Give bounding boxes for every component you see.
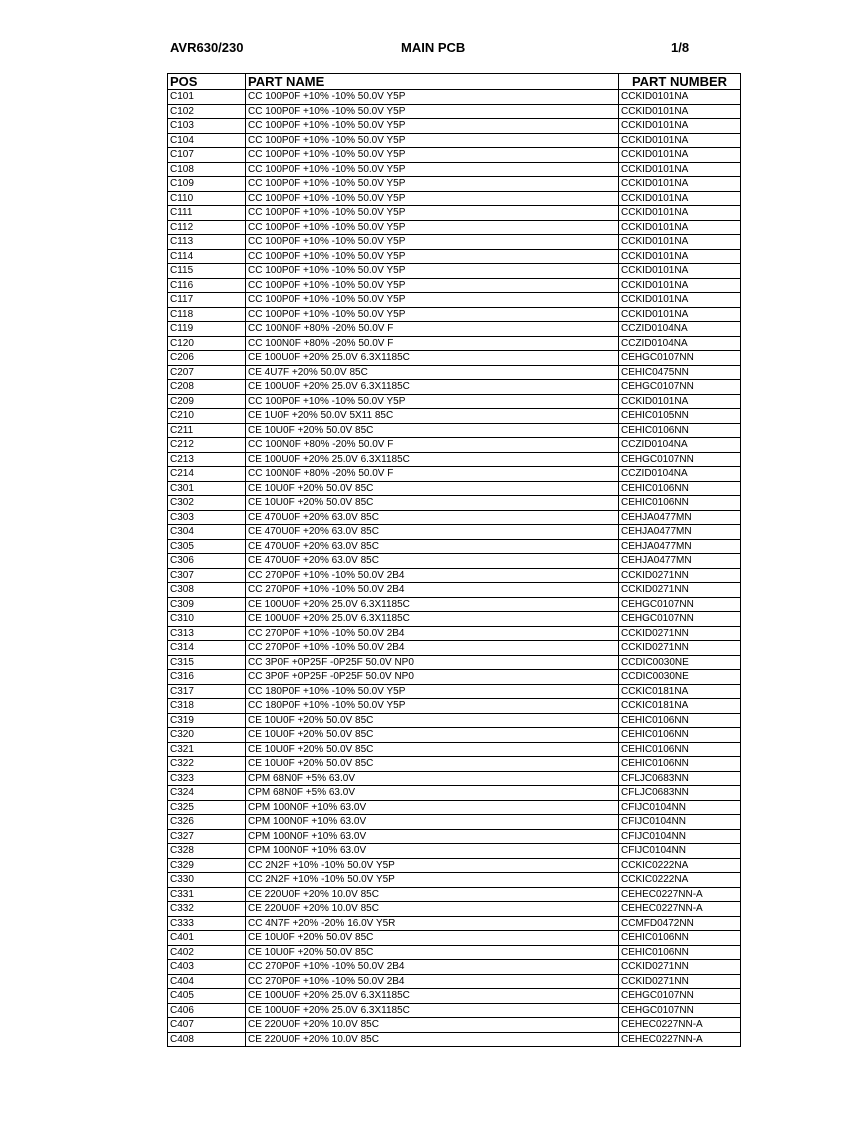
table-row [168, 742, 741, 757]
cell-part-name: CC 270P0F +10% -10% 50.0V 2B4 [246, 626, 619, 641]
cell-part-name: CC 100P0F +10% -10% 50.0V Y5P [246, 162, 619, 177]
cell-part-name: CC 3P0F +0P25F -0P25F 50.0V NP0 [246, 655, 619, 670]
cell-part-name: CC 100P0F +10% -10% 50.0V Y5P [246, 206, 619, 221]
table-row [168, 800, 741, 815]
table-row [168, 641, 741, 656]
table-row [168, 902, 741, 917]
cell-part-number: CCKIC0181NA [619, 684, 741, 699]
table-row [168, 786, 741, 801]
cell-part-name: CC 100P0F +10% -10% 50.0V Y5P [246, 177, 619, 192]
table-row [168, 380, 741, 395]
cell-pos: C113 [168, 235, 246, 250]
parts-list-table [167, 73, 741, 1047]
cell-pos: C406 [168, 1003, 246, 1018]
table-row [168, 989, 741, 1004]
table-row [168, 496, 741, 511]
cell-pos: C302 [168, 496, 246, 511]
table-row [168, 670, 741, 685]
table-row [168, 771, 741, 786]
table-row [168, 931, 741, 946]
cell-part-name: CC 100P0F +10% -10% 50.0V Y5P [246, 307, 619, 322]
cell-part-name: CE 10U0F +20% 50.0V 85C [246, 757, 619, 772]
cell-pos: C307 [168, 568, 246, 583]
cell-part-number: CCKID0271NN [619, 974, 741, 989]
cell-pos: C408 [168, 1032, 246, 1047]
table-row [168, 336, 741, 351]
cell-pos: C321 [168, 742, 246, 757]
cell-pos: C331 [168, 887, 246, 902]
cell-part-name: CC 3P0F +0P25F -0P25F 50.0V NP0 [246, 670, 619, 685]
cell-part-name: CPM 100N0F +10% 63.0V [246, 800, 619, 815]
table-row [168, 713, 741, 728]
cell-pos: C116 [168, 278, 246, 293]
cell-pos: C119 [168, 322, 246, 337]
cell-part-number: CEHEC0227NN-A [619, 902, 741, 917]
table-row [168, 307, 741, 322]
column-header-part-number: PART NUMBER [619, 74, 741, 90]
cell-part-name: CPM 100N0F +10% 63.0V [246, 844, 619, 859]
table-row [168, 554, 741, 569]
table-row [168, 148, 741, 163]
cell-pos: C108 [168, 162, 246, 177]
cell-part-number: CCDIC0030NE [619, 670, 741, 685]
cell-part-number: CEHIC0106NN [619, 757, 741, 772]
table-row [168, 278, 741, 293]
cell-pos: C306 [168, 554, 246, 569]
cell-part-number: CEHEC0227NN-A [619, 1032, 741, 1047]
cell-pos: C308 [168, 583, 246, 598]
table-row [168, 467, 741, 482]
cell-part-number: CCKID0101NA [619, 293, 741, 308]
cell-part-number: CEHGC0107NN [619, 1003, 741, 1018]
cell-part-name: CE 10U0F +20% 50.0V 85C [246, 481, 619, 496]
cell-part-number: CCKID0271NN [619, 583, 741, 598]
cell-part-number: CCKID0101NA [619, 148, 741, 163]
cell-part-name: CE 470U0F +20% 63.0V 85C [246, 554, 619, 569]
cell-part-number: CCKID0101NA [619, 177, 741, 192]
cell-part-name: CC 100P0F +10% -10% 50.0V Y5P [246, 119, 619, 134]
document-title: MAIN PCB [401, 40, 466, 55]
cell-pos: C317 [168, 684, 246, 699]
cell-part-name: CC 100N0F +80% -20% 50.0V F [246, 467, 619, 482]
cell-part-number: CEHIC0106NN [619, 423, 741, 438]
cell-part-number: CCKID0271NN [619, 960, 741, 975]
cell-pos: C206 [168, 351, 246, 366]
cell-pos: C318 [168, 699, 246, 714]
cell-pos: C319 [168, 713, 246, 728]
cell-part-number: CEHGC0107NN [619, 597, 741, 612]
cell-pos: C407 [168, 1018, 246, 1033]
cell-pos: C104 [168, 133, 246, 148]
cell-part-name: CC 100N0F +80% -20% 50.0V F [246, 322, 619, 337]
cell-pos: C114 [168, 249, 246, 264]
cell-part-number: CCKID0101NA [619, 394, 741, 409]
cell-pos: C323 [168, 771, 246, 786]
cell-part-number: CEHGC0107NN [619, 612, 741, 627]
cell-part-name: CC 270P0F +10% -10% 50.0V 2B4 [246, 568, 619, 583]
cell-part-name: CE 10U0F +20% 50.0V 85C [246, 423, 619, 438]
cell-part-number: CEHGC0107NN [619, 351, 741, 366]
cell-part-number: CCDIC0030NE [619, 655, 741, 670]
table-row [168, 119, 741, 134]
table-row [168, 844, 741, 859]
cell-pos: C102 [168, 104, 246, 119]
table-row [168, 162, 741, 177]
cell-part-number: CFLJC0683NN [619, 771, 741, 786]
cell-pos: C315 [168, 655, 246, 670]
cell-part-number: CCKID0101NA [619, 90, 741, 105]
cell-part-number: CFIJC0104NN [619, 829, 741, 844]
cell-part-number: CCKID0101NA [619, 278, 741, 293]
cell-part-number: CCZID0104NA [619, 438, 741, 453]
column-header-pos: POS [168, 74, 246, 90]
cell-pos: C405 [168, 989, 246, 1004]
cell-pos: C301 [168, 481, 246, 496]
table-row [168, 104, 741, 119]
cell-part-number: CCKID0101NA [619, 206, 741, 221]
cell-part-number: CFIJC0104NN [619, 800, 741, 815]
page-number: 1/8 [671, 40, 690, 55]
cell-part-number: CCKID0101NA [619, 133, 741, 148]
table-row [168, 322, 741, 337]
cell-part-number: CEHJA0477MN [619, 510, 741, 525]
cell-pos: C309 [168, 597, 246, 612]
cell-pos: C111 [168, 206, 246, 221]
cell-part-name: CC 180P0F +10% -10% 50.0V Y5P [246, 684, 619, 699]
cell-part-number: CCMFD0472NN [619, 916, 741, 931]
cell-pos: C316 [168, 670, 246, 685]
cell-pos: C325 [168, 800, 246, 815]
cell-pos: C208 [168, 380, 246, 395]
table-header-row [168, 74, 741, 90]
cell-part-number: CCKID0271NN [619, 568, 741, 583]
cell-part-number: CCKID0101NA [619, 162, 741, 177]
cell-part-number: CFIJC0104NN [619, 815, 741, 830]
cell-part-name: CE 220U0F +20% 10.0V 85C [246, 887, 619, 902]
cell-pos: C326 [168, 815, 246, 830]
table-row [168, 699, 741, 714]
cell-part-name: CE 100U0F +20% 25.0V 6.3X1185C [246, 452, 619, 467]
cell-pos: C324 [168, 786, 246, 801]
cell-pos: C110 [168, 191, 246, 206]
cell-part-number: CEHEC0227NN-A [619, 887, 741, 902]
cell-part-name: CC 2N2F +10% -10% 50.0V Y5P [246, 858, 619, 873]
table-row [168, 1003, 741, 1018]
cell-part-number: CEHGC0107NN [619, 989, 741, 1004]
cell-part-name: CC 100P0F +10% -10% 50.0V Y5P [246, 249, 619, 264]
cell-part-number: CEHIC0106NN [619, 931, 741, 946]
table-row [168, 293, 741, 308]
cell-part-name: CC 100N0F +80% -20% 50.0V F [246, 438, 619, 453]
cell-part-name: CC 270P0F +10% -10% 50.0V 2B4 [246, 974, 619, 989]
table-row [168, 728, 741, 743]
cell-pos: C327 [168, 829, 246, 844]
table-row [168, 133, 741, 148]
cell-part-name: CE 4U7F +20% 50.0V 85C [246, 365, 619, 380]
cell-part-name: CE 100U0F +20% 25.0V 6.3X1185C [246, 380, 619, 395]
cell-part-name: CE 220U0F +20% 10.0V 85C [246, 902, 619, 917]
cell-pos: C310 [168, 612, 246, 627]
cell-pos: C115 [168, 264, 246, 279]
cell-part-number: CEHIC0106NN [619, 481, 741, 496]
table-row [168, 539, 741, 554]
cell-part-number: CCZID0104NA [619, 336, 741, 351]
cell-part-number: CEHEC0227NN-A [619, 1018, 741, 1033]
table-row [168, 1018, 741, 1033]
cell-pos: C322 [168, 757, 246, 772]
table-row [168, 815, 741, 830]
cell-part-number: CEHJA0477MN [619, 525, 741, 540]
parts-table-body [168, 90, 741, 1047]
cell-part-name: CPM 68N0F +5% 63.0V [246, 771, 619, 786]
cell-part-name: CC 180P0F +10% -10% 50.0V Y5P [246, 699, 619, 714]
table-row [168, 583, 741, 598]
cell-part-name: CE 220U0F +20% 10.0V 85C [246, 1032, 619, 1047]
table-row [168, 409, 741, 424]
cell-pos: C212 [168, 438, 246, 453]
table-row [168, 235, 741, 250]
cell-part-number: CEHIC0475NN [619, 365, 741, 380]
cell-part-name: CE 10U0F +20% 50.0V 85C [246, 931, 619, 946]
table-row [168, 525, 741, 540]
table-row [168, 974, 741, 989]
cell-part-name: CC 100P0F +10% -10% 50.0V Y5P [246, 90, 619, 105]
cell-pos: C404 [168, 974, 246, 989]
cell-part-number: CFLJC0683NN [619, 786, 741, 801]
cell-part-name: CE 100U0F +20% 25.0V 6.3X1185C [246, 612, 619, 627]
cell-part-name: CE 470U0F +20% 63.0V 85C [246, 510, 619, 525]
cell-part-name: CC 100P0F +10% -10% 50.0V Y5P [246, 220, 619, 235]
cell-part-name: CE 10U0F +20% 50.0V 85C [246, 713, 619, 728]
cell-part-number: CCKID0101NA [619, 264, 741, 279]
table-row [168, 684, 741, 699]
cell-pos: C213 [168, 452, 246, 467]
table-row [168, 916, 741, 931]
cell-pos: C103 [168, 119, 246, 134]
cell-pos: C207 [168, 365, 246, 380]
cell-part-number: CCKID0101NA [619, 249, 741, 264]
cell-part-name: CE 470U0F +20% 63.0V 85C [246, 525, 619, 540]
cell-part-name: CE 100U0F +20% 25.0V 6.3X1185C [246, 351, 619, 366]
cell-part-number: CCKID0101NA [619, 220, 741, 235]
cell-part-name: CE 10U0F +20% 50.0V 85C [246, 496, 619, 511]
cell-part-name: CC 100P0F +10% -10% 50.0V Y5P [246, 293, 619, 308]
cell-pos: C118 [168, 307, 246, 322]
cell-part-number: CCKID0271NN [619, 626, 741, 641]
cell-pos: C120 [168, 336, 246, 351]
cell-part-number: CEHJA0477MN [619, 539, 741, 554]
table-row [168, 351, 741, 366]
cell-part-number: CCZID0104NA [619, 467, 741, 482]
cell-part-name: CPM 100N0F +10% 63.0V [246, 829, 619, 844]
cell-pos: C304 [168, 525, 246, 540]
column-header-part-name: PART NAME [246, 74, 619, 90]
table-row [168, 365, 741, 380]
cell-pos: C101 [168, 90, 246, 105]
table-row [168, 264, 741, 279]
cell-pos: C109 [168, 177, 246, 192]
cell-part-number: CCKID0101NA [619, 191, 741, 206]
cell-pos: C403 [168, 960, 246, 975]
table-row [168, 597, 741, 612]
cell-part-name: CC 270P0F +10% -10% 50.0V 2B4 [246, 641, 619, 656]
cell-pos: C330 [168, 873, 246, 888]
cell-part-name: CC 100P0F +10% -10% 50.0V Y5P [246, 133, 619, 148]
cell-part-number: CEHIC0106NN [619, 742, 741, 757]
cell-part-name: CC 100N0F +80% -20% 50.0V F [246, 336, 619, 351]
cell-part-name: CE 100U0F +20% 25.0V 6.3X1185C [246, 989, 619, 1004]
cell-part-number: CEHJA0477MN [619, 554, 741, 569]
cell-part-name: CPM 100N0F +10% 63.0V [246, 815, 619, 830]
cell-part-name: CE 470U0F +20% 63.0V 85C [246, 539, 619, 554]
table-row [168, 612, 741, 627]
cell-part-number: CEHIC0106NN [619, 945, 741, 960]
cell-pos: C211 [168, 423, 246, 438]
cell-part-number: CCZID0104NA [619, 322, 741, 337]
cell-part-name: CC 270P0F +10% -10% 50.0V 2B4 [246, 583, 619, 598]
table-row [168, 960, 741, 975]
table-row [168, 423, 741, 438]
cell-pos: C401 [168, 931, 246, 946]
cell-part-name: CC 100P0F +10% -10% 50.0V Y5P [246, 235, 619, 250]
cell-part-name: CE 100U0F +20% 25.0V 6.3X1185C [246, 597, 619, 612]
cell-part-number: CCKIC0222NA [619, 858, 741, 873]
table-row [168, 177, 741, 192]
cell-part-name: CE 10U0F +20% 50.0V 85C [246, 728, 619, 743]
cell-pos: C305 [168, 539, 246, 554]
cell-pos: C303 [168, 510, 246, 525]
table-row [168, 452, 741, 467]
cell-pos: C333 [168, 916, 246, 931]
cell-part-name: CPM 68N0F +5% 63.0V [246, 786, 619, 801]
table-row [168, 887, 741, 902]
table-row [168, 945, 741, 960]
cell-part-number: CFIJC0104NN [619, 844, 741, 859]
cell-part-name: CC 100P0F +10% -10% 50.0V Y5P [246, 104, 619, 119]
cell-part-number: CEHIC0106NN [619, 713, 741, 728]
table-row [168, 90, 741, 105]
cell-part-name: CE 220U0F +20% 10.0V 85C [246, 1018, 619, 1033]
table-row [168, 626, 741, 641]
cell-part-number: CCKID0101NA [619, 235, 741, 250]
cell-pos: C402 [168, 945, 246, 960]
cell-pos: C320 [168, 728, 246, 743]
cell-part-name: CC 2N2F +10% -10% 50.0V Y5P [246, 873, 619, 888]
cell-part-number: CEHGC0107NN [619, 380, 741, 395]
cell-pos: C328 [168, 844, 246, 859]
table-row [168, 858, 741, 873]
table-row [168, 510, 741, 525]
cell-pos: C332 [168, 902, 246, 917]
cell-pos: C117 [168, 293, 246, 308]
cell-pos: C313 [168, 626, 246, 641]
cell-part-number: CEHIC0106NN [619, 496, 741, 511]
table-row [168, 438, 741, 453]
cell-part-name: CC 100P0F +10% -10% 50.0V Y5P [246, 394, 619, 409]
table-row [168, 394, 741, 409]
cell-pos: C107 [168, 148, 246, 163]
table-row [168, 873, 741, 888]
cell-part-name: CE 10U0F +20% 50.0V 85C [246, 742, 619, 757]
cell-part-name: CE 100U0F +20% 25.0V 6.3X1185C [246, 1003, 619, 1018]
cell-pos: C210 [168, 409, 246, 424]
cell-part-name: CC 270P0F +10% -10% 50.0V 2B4 [246, 960, 619, 975]
table-row [168, 655, 741, 670]
table-row [168, 220, 741, 235]
cell-part-name: CC 100P0F +10% -10% 50.0V Y5P [246, 278, 619, 293]
cell-pos: C209 [168, 394, 246, 409]
table-row [168, 249, 741, 264]
table-row [168, 191, 741, 206]
cell-part-number: CEHGC0107NN [619, 452, 741, 467]
cell-part-number: CEHIC0106NN [619, 728, 741, 743]
cell-pos: C214 [168, 467, 246, 482]
table-row [168, 481, 741, 496]
model-number: AVR630/230 [170, 40, 244, 55]
table-row [168, 568, 741, 583]
table-row [168, 757, 741, 772]
table-row [168, 829, 741, 844]
table-row [168, 1032, 741, 1047]
cell-pos: C314 [168, 641, 246, 656]
cell-part-name: CC 4N7F +20% -20% 16.0V Y5R [246, 916, 619, 931]
cell-part-name: CE 10U0F +20% 50.0V 85C [246, 945, 619, 960]
cell-part-number: CCKID0101NA [619, 307, 741, 322]
cell-part-name: CC 100P0F +10% -10% 50.0V Y5P [246, 191, 619, 206]
cell-pos: C112 [168, 220, 246, 235]
cell-part-name: CC 100P0F +10% -10% 50.0V Y5P [246, 148, 619, 163]
cell-part-name: CC 100P0F +10% -10% 50.0V Y5P [246, 264, 619, 279]
cell-part-number: CEHIC0105NN [619, 409, 741, 424]
cell-part-number: CCKIC0181NA [619, 699, 741, 714]
cell-part-number: CCKID0101NA [619, 119, 741, 134]
cell-part-number: CCKID0101NA [619, 104, 741, 119]
cell-part-number: CCKIC0222NA [619, 873, 741, 888]
table-row [168, 206, 741, 221]
cell-part-name: CE 1U0F +20% 50.0V 5X11 85C [246, 409, 619, 424]
cell-part-number: CCKID0271NN [619, 641, 741, 656]
cell-pos: C329 [168, 858, 246, 873]
